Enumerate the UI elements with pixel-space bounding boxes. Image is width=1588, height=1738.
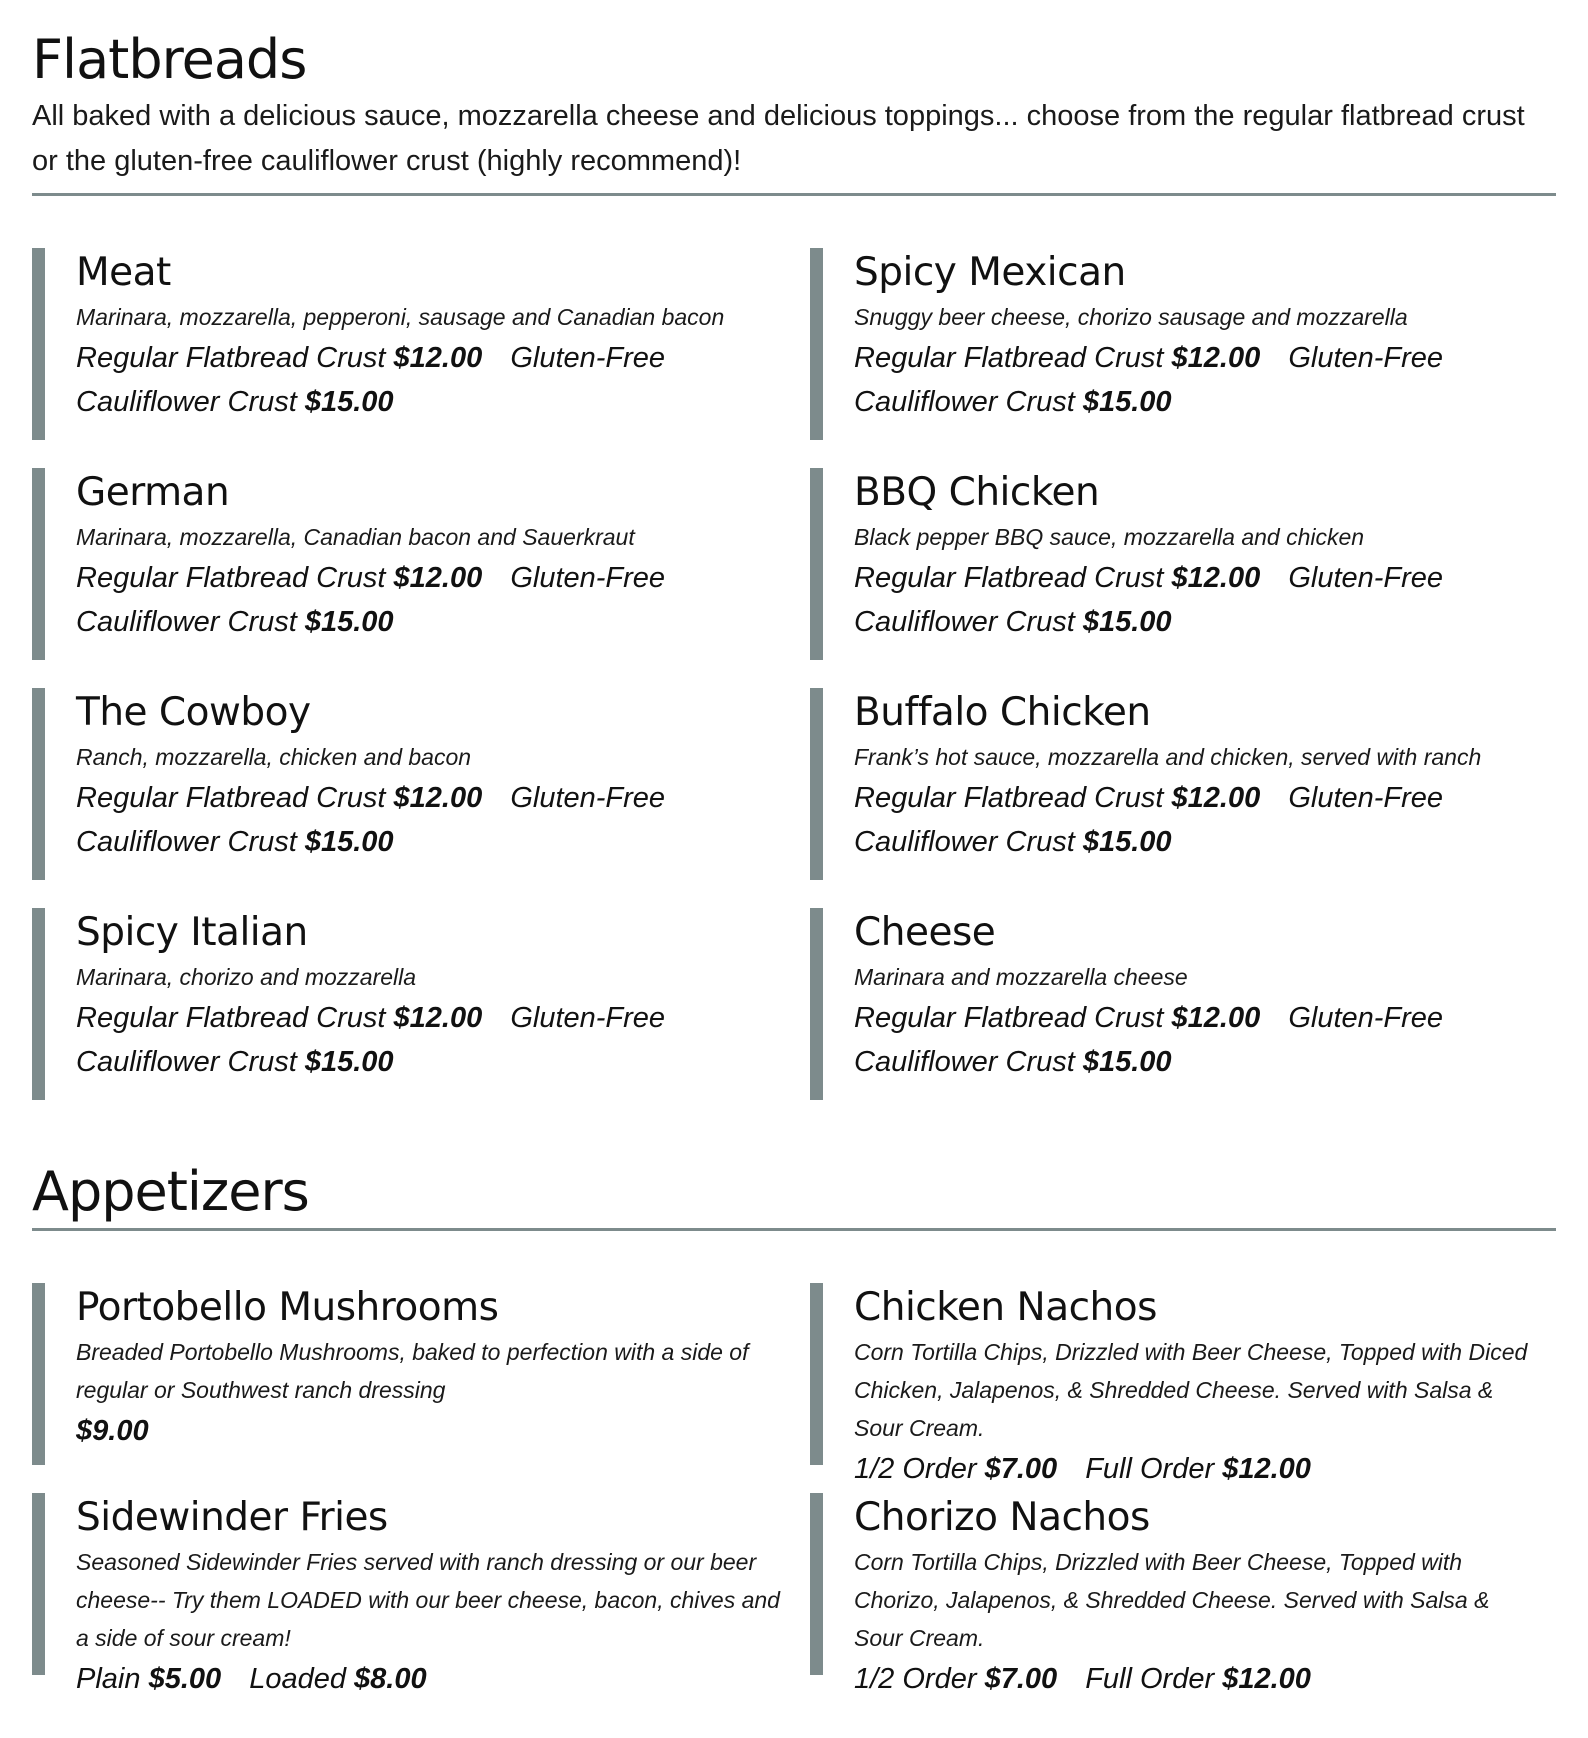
- price-label: Regular Flatbread Crust: [76, 1002, 386, 1034]
- appetizers-divider: [32, 1228, 1556, 1231]
- item-description: Marinara, mozzarella, pepperoni, sausage and Canadian bacon: [76, 304, 725, 330]
- price-label: Regular Flatbread Crust: [854, 342, 1164, 374]
- appetizers-grid: [32, 1283, 1556, 1695]
- price-label: Regular Flatbread Crust: [76, 782, 386, 814]
- price-value: $12.00: [1222, 1453, 1311, 1485]
- price-value: $12.00: [393, 1002, 483, 1034]
- flatbreads-description: All baked with a delicious sauce, mozzarella cheese and delicious toppings... choose from the regular flatbread crust or the gluten-free cauliflower crust (highly recommend)!: [32, 100, 1525, 177]
- price-label: Full Order: [1085, 1453, 1215, 1485]
- item-description: Seasoned Sidewinder Fries served with ranch dressing or our beer cheese-- Try them LOADED with our beer cheese, bacon, chives and a side of sour cream!: [76, 1549, 780, 1651]
- price-value: $9.00: [76, 1415, 149, 1447]
- price-label: Gluten-Free Cauliflower Crust: [854, 342, 1444, 418]
- price-label: Regular Flatbread Crust: [854, 782, 1164, 814]
- price-value: $15.00: [1082, 1046, 1172, 1078]
- flatbreads-divider: [32, 193, 1556, 196]
- item-name: Chicken Nachos: [854, 1285, 1157, 1330]
- price-label: Full Order: [1085, 1663, 1215, 1695]
- menu-item: [32, 908, 810, 1100]
- price-label: Regular Flatbread Crust: [854, 1002, 1164, 1034]
- price-value: $12.00: [1171, 782, 1261, 814]
- item-name: Sidewinder Fries: [76, 1495, 388, 1540]
- item-description: Black pepper BBQ sauce, mozzarella and chicken: [854, 524, 1365, 550]
- price-label: Plain: [76, 1663, 141, 1695]
- menu-item: [32, 248, 810, 440]
- price-value: $15.00: [1082, 386, 1172, 418]
- menu-item: [32, 1493, 810, 1695]
- price-label: Regular Flatbread Crust: [76, 562, 386, 594]
- menu-item: [810, 908, 1556, 1100]
- item-prices: [854, 556, 1536, 644]
- item-description: Marinara and mozzarella cheese: [854, 964, 1188, 990]
- item-name: Spicy Mexican: [854, 250, 1126, 295]
- price-value: $12.00: [1171, 562, 1261, 594]
- price-value: $12.00: [1171, 342, 1261, 374]
- item-name: The Cowboy: [76, 690, 311, 735]
- item-name: Spicy Italian: [76, 910, 308, 955]
- menu-item: [810, 688, 1556, 880]
- item-prices: [854, 336, 1536, 424]
- menu-item: [810, 468, 1556, 660]
- item-description: Frank’s hot sauce, mozzarella and chicken, served with ranch: [854, 744, 1482, 770]
- item-prices: [76, 556, 790, 644]
- item-name: Chorizo Nachos: [854, 1495, 1150, 1540]
- item-prices: [854, 1657, 1536, 1701]
- item-prices: [854, 1447, 1536, 1491]
- item-description: Breaded Portobello Mushrooms, baked to perfection with a side of regular or Southwest ranch dressing: [76, 1339, 749, 1403]
- price-value: $5.00: [148, 1663, 222, 1695]
- price-label: Loaded: [249, 1663, 346, 1695]
- flatbreads-grid: [32, 248, 1556, 1100]
- price-value: $12.00: [1222, 1663, 1311, 1695]
- price-label: Regular Flatbread Crust: [76, 342, 386, 374]
- price-label: Regular Flatbread Crust: [854, 562, 1164, 594]
- item-name: German: [76, 470, 230, 515]
- price-label: 1/2 Order: [854, 1663, 977, 1695]
- price-value: $15.00: [304, 826, 394, 858]
- price-value: $15.00: [304, 606, 394, 638]
- item-name: Buffalo Chicken: [854, 690, 1151, 735]
- menu-item: [810, 248, 1556, 440]
- item-name: Meat: [76, 250, 171, 295]
- price-label: Gluten-Free Cauliflower Crust: [854, 562, 1444, 638]
- item-description: Marinara, chorizo and mozzarella: [76, 964, 417, 990]
- item-name: Cheese: [854, 910, 996, 955]
- price-label: Gluten-Free Cauliflower Crust: [76, 562, 666, 638]
- price-value: $12.00: [393, 562, 483, 594]
- flatbreads-section: [32, 28, 1556, 1100]
- item-prices: [76, 776, 790, 864]
- price-value: $15.00: [304, 1046, 394, 1078]
- price-value: $7.00: [984, 1453, 1058, 1485]
- menu-item: [32, 688, 810, 880]
- price-label: Gluten-Free Cauliflower Crust: [854, 1002, 1444, 1078]
- menu-item: [810, 1283, 1556, 1485]
- item-prices: [854, 996, 1536, 1084]
- item-description: Corn Tortilla Chips, Drizzled with Beer Cheese, Topped with Chorizo, Jalapenos, & Shredded Cheese. Served with Salsa & Sour Cream.: [854, 1549, 1490, 1651]
- price-value: $15.00: [1082, 606, 1172, 638]
- appetizers-title: Appetizers: [32, 1160, 309, 1223]
- item-name: Portobello Mushrooms: [76, 1285, 499, 1330]
- price-value: $15.00: [1082, 826, 1172, 858]
- item-prices: [76, 996, 790, 1084]
- price-value: $7.00: [984, 1663, 1058, 1695]
- menu-item: [32, 1283, 810, 1465]
- price-label: Gluten-Free Cauliflower Crust: [76, 1002, 666, 1078]
- price-label: Gluten-Free Cauliflower Crust: [854, 782, 1444, 858]
- item-prices: [76, 1657, 790, 1701]
- item-prices: [76, 1409, 790, 1453]
- item-prices: [854, 776, 1536, 864]
- item-name: BBQ Chicken: [854, 470, 1100, 515]
- item-description: Corn Tortilla Chips, Drizzled with Beer Cheese, Topped with Diced Chicken, Jalapenos, & Shredded Cheese. Served with Salsa & Sour Cream.: [854, 1339, 1528, 1441]
- price-label: 1/2 Order: [854, 1453, 977, 1485]
- item-prices: [76, 336, 790, 424]
- menu-item: [32, 468, 810, 660]
- price-label: Gluten-Free Cauliflower Crust: [76, 782, 666, 858]
- price-value: $12.00: [393, 342, 483, 374]
- menu-item: [810, 1493, 1556, 1695]
- item-description: Snuggy beer cheese, chorizo sausage and mozzarella: [854, 304, 1408, 330]
- appetizers-section: [32, 1160, 1556, 1695]
- price-label: Gluten-Free Cauliflower Crust: [76, 342, 666, 418]
- price-value: $8.00: [354, 1663, 427, 1695]
- item-description: Ranch, mozzarella, chicken and bacon: [76, 744, 472, 770]
- price-value: $12.00: [393, 782, 483, 814]
- item-description: Marinara, mozzarella, Canadian bacon and Sauerkraut: [76, 524, 635, 550]
- flatbreads-title: Flatbreads: [32, 28, 307, 91]
- price-value: $12.00: [1171, 1002, 1261, 1034]
- price-value: $15.00: [304, 386, 394, 418]
